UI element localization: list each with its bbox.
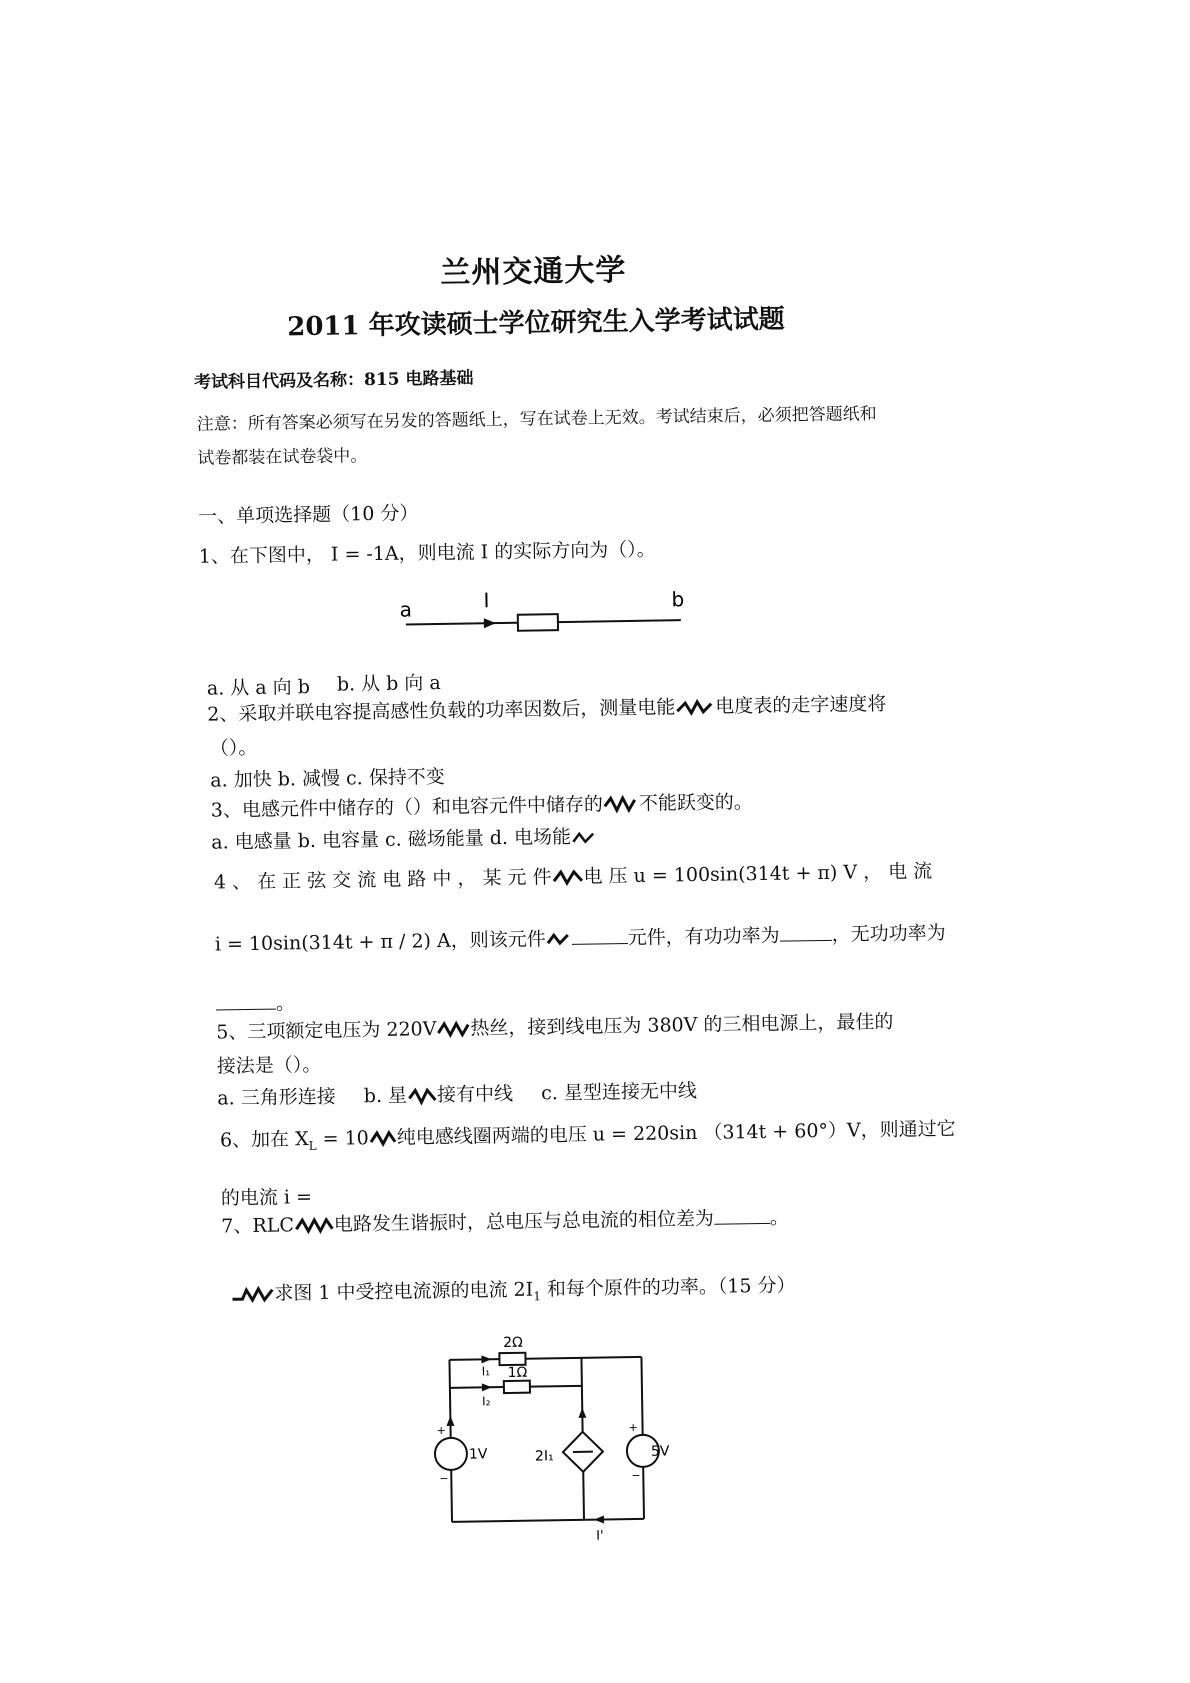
wire-mid-left <box>450 1387 504 1388</box>
q2-text-tail: 电度表的走字速度将 <box>715 692 887 718</box>
wire-right-lower <box>643 1467 644 1519</box>
q7-blank <box>714 1204 770 1225</box>
label-dependent: 2I₁ <box>534 1448 554 1465</box>
resistor-2ohm <box>499 1353 525 1365</box>
q2-text-head: 2、采取并联电容提高感性负载的功率因数后，测量电能 <box>207 696 676 726</box>
q7-scribble-icon <box>294 1215 334 1238</box>
q4-line-2-mid: 元件，有功功率为 <box>627 924 780 950</box>
q7-text-end: 。 <box>769 1206 790 1229</box>
question-4 <box>214 856 933 894</box>
q1-node-a: a <box>399 597 413 622</box>
question-5 <box>216 1007 894 1045</box>
section-2-text-end: 和每个原件的功率。（15 分） <box>540 1274 796 1301</box>
label-2ohm: 2Ω <box>503 1334 523 1352</box>
q3-text-tail: 不能跃变的。 <box>638 791 754 815</box>
q3-options-text: a. 电感量 b. 电容量 c. 磁场能量 d. 电场能 <box>211 825 572 854</box>
q6-scribble-icon <box>369 1128 397 1150</box>
section-2-text: 求图 1 中受控电流源的电流 2I <box>274 1278 534 1305</box>
q1-resistor <box>518 614 558 631</box>
q2-scribble-icon <box>675 697 715 720</box>
q1-wire-right <box>558 620 681 622</box>
note-line-1: 注意：所有答案必须写在另发的答题纸上，写在试卷上无效。考试结束后，必须把答题纸和 <box>196 404 877 435</box>
q4-line-3 <box>216 988 295 1016</box>
q6-text-head: 6、加在 X <box>219 1128 309 1152</box>
q4-line-3-end: 。 <box>275 992 296 1015</box>
question-1: 1、在下图中， I = -1A，则电流 I 的实际方向为（）。 <box>198 538 656 568</box>
wire-top-left <box>449 1359 499 1360</box>
q3-scribble-icon <box>603 794 639 817</box>
subject-line: 考试科目代码及名称：815 电路基础 <box>193 368 474 393</box>
arrow-mid-up <box>578 1408 586 1418</box>
q5-scribble-icon <box>436 1019 470 1042</box>
q4-scribble-icon <box>551 867 583 889</box>
q5-option-b-head: b. 星 <box>363 1084 408 1108</box>
q4-line-2-tail: ，无功功率为 <box>831 922 946 946</box>
label-1ohm: 1Ω <box>507 1364 528 1381</box>
q7-text-head: 7、RLC <box>221 1214 295 1238</box>
q5-options <box>217 1076 697 1111</box>
q5-option-b-tail: 接有中线 <box>436 1082 514 1107</box>
q6-line-2: 的电流 i = <box>220 1186 313 1210</box>
plus-left: + <box>436 1423 446 1438</box>
question-6 <box>220 1114 956 1154</box>
voltage-source-1v <box>435 1438 467 1470</box>
q3-options <box>211 822 597 855</box>
q5-option-a: a. 三角形连接 <box>217 1085 336 1110</box>
wire-mid-upper <box>581 1358 582 1432</box>
section-2-scribble-icon <box>230 1284 274 1307</box>
minus-right: − <box>631 1468 641 1483</box>
arrow-left-up <box>446 1416 454 1426</box>
q5-option-c: c. 星型连接无中线 <box>540 1079 698 1105</box>
exam-title: 2011 年攻读硕士学位研究生入学考试试题 <box>286 304 785 343</box>
q5-line-2: 接法是（）。 <box>216 1053 322 1078</box>
q1-current-arrow <box>484 618 496 628</box>
q4-line-2-scribble-icon <box>546 929 572 951</box>
section-1-heading: 一、单项选择题（10 分） <box>198 502 419 528</box>
section-2-subscript: 1 <box>533 1289 542 1304</box>
q3-options-scribble-icon <box>571 828 597 848</box>
wire-left-lower <box>451 1470 452 1522</box>
section-2-heading <box>230 1270 796 1308</box>
minus-left: − <box>439 1471 449 1486</box>
label-1v: 1V <box>468 1446 488 1463</box>
q4-blank-2 <box>779 921 831 942</box>
wire-mid-lower <box>583 1472 584 1520</box>
note-line-2: 试卷都装在试卷袋中。 <box>197 446 368 469</box>
label-loop-current: I' <box>596 1528 604 1544</box>
wire-mid-right <box>530 1386 582 1387</box>
q7-text-tail: 电路发生谐振时，总电压与总电流的相位差为 <box>333 1207 715 1236</box>
q4-line-2 <box>215 918 946 956</box>
plus-right: + <box>628 1420 638 1435</box>
wire-right-upper <box>641 1357 642 1435</box>
q6-text-mid: = 10 <box>316 1127 369 1150</box>
q5-text-head: 5、三项额定电压为 220V <box>216 1018 437 1044</box>
q2-options: a. 加快 b. 减慢 c. 保持不变 <box>210 765 445 792</box>
q4-blank-1 <box>572 924 628 945</box>
q4-line-2-head: i = 10sin(314t + π / 2) A，则该元件 <box>214 928 546 956</box>
q1-figure <box>395 582 696 647</box>
label-i1: I₁ <box>481 1364 491 1379</box>
q1-option-a: a. 从 a 向 b <box>206 676 311 700</box>
arrow-i1 <box>481 1355 491 1363</box>
q1-option-b: b. 从 b 向 a <box>336 671 441 696</box>
q5-text-tail: 热丝，接到线电压为 380V 的三相电源上，最佳的 <box>470 1010 894 1040</box>
q5-option-scribble-icon <box>407 1086 437 1106</box>
q4-blank-3 <box>216 990 276 1011</box>
scanned-sheet <box>180 238 970 1544</box>
q1-wire-left <box>406 623 518 625</box>
resistor-1ohm <box>504 1381 530 1393</box>
school-name: 兰州交通大学 <box>440 252 627 291</box>
q3-text-head: 3、电感元件中储存的（）和电容元件中储存的 <box>210 793 604 822</box>
label-i2: I₂ <box>482 1394 491 1409</box>
q4-text-tail: 电 压 u = 100sin(314t + π) V ， 电 流 <box>583 860 933 888</box>
wire-left-upper <box>449 1360 450 1438</box>
arrow-i2 <box>482 1383 492 1391</box>
question-3 <box>211 787 753 823</box>
q1-current-label: I <box>483 588 490 613</box>
q6-text-tail: 纯电感线圈两端的电压 u = 220sin （314t + 60°）V，则通过它 <box>396 1117 956 1149</box>
arrow-bottom <box>594 1515 604 1523</box>
circuit-figure-1 <box>429 1322 672 1546</box>
wire-bottom <box>452 1519 644 1522</box>
wire-top-right <box>525 1357 641 1359</box>
q1-node-b: b <box>671 587 685 612</box>
q4-text-head: 4 、 在 正 弦 交 流 电 路 中 ， 某 元 件 <box>213 866 552 894</box>
q6-subscript: L <box>308 1138 317 1153</box>
q2-line-2: （）。 <box>209 736 258 760</box>
label-5v: 5V <box>650 1443 670 1460</box>
